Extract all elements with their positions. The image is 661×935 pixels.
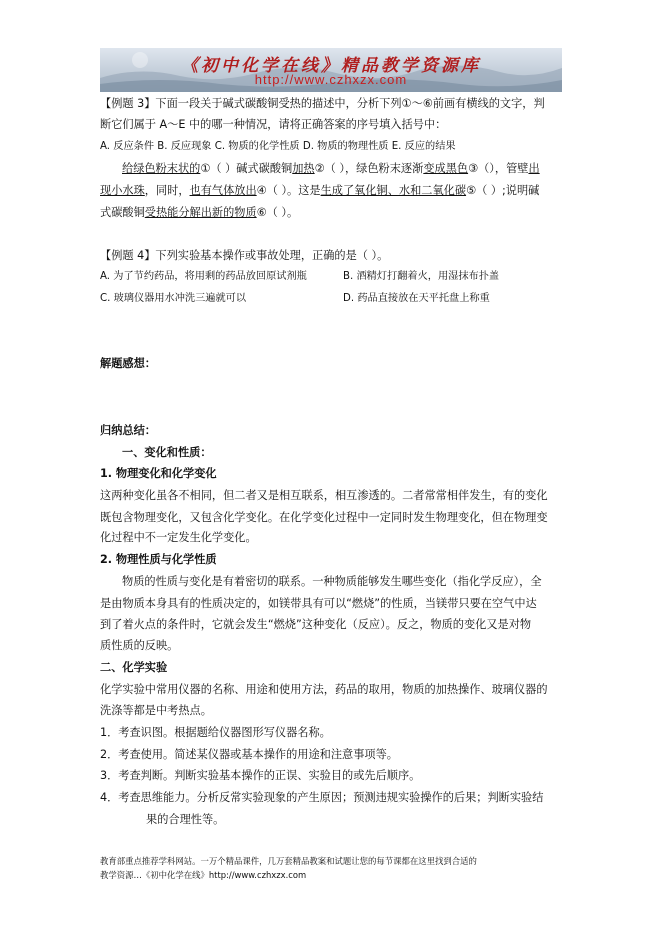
example3-options: A. 反应条件 B. 反应现象 C. 物质的化学性质 D. 物质的物理性质 E. 反应的结果 — [100, 141, 456, 152]
text-segment: 式碳酸铜 — [100, 206, 145, 219]
paragraph-line: 化过程中不一定发生化学变化。 — [100, 531, 257, 544]
list-item: 3．考查判断。判断实验基本操作的正误、实验目的或先后顺序。 — [100, 769, 421, 782]
list-item: 1．考查识图。根据题给仪器图形写仪器名称。 — [100, 726, 331, 739]
footer-line2: 教学资源…《初中化学在线》http://www.czhxzx.com — [100, 870, 307, 880]
underlined-text: 出 — [528, 162, 540, 175]
paragraph-line: 到了着火点的条件时，它就会发生“燃烧”这种变化（反应）。反之，物质的变化又是对物 — [100, 618, 532, 631]
example4-option-c: C. 玻璃仪器用水冲洗三遍就可以 — [100, 293, 247, 304]
underlined-text: 也有气体放出 — [189, 184, 257, 197]
section2-heading: 二、化学实验 — [100, 661, 168, 674]
paragraph-line: 这两种变化虽各不相同，但二者又是相互联系，相互渗透的。二者常常相伴发生，有的变化 — [100, 489, 548, 502]
underlined-text: 加热 — [292, 162, 315, 175]
summary-heading: 归纳总结： — [100, 424, 156, 437]
underlined-text: 给绿色粉末状的 — [122, 162, 201, 175]
footer-line1: 教育部重点推荐学科网站。一万个精品课件，几万套精品教案和试题让您的每节课都在这里找到合适的 — [100, 856, 477, 866]
underlined-text: 生成了氧化铜、水和二氧化碳 — [320, 184, 467, 197]
subsection1-heading: 1. 物理变化和化学变化 — [100, 467, 217, 480]
text-segment: ⑤（ ）;说明碱 — [466, 184, 540, 197]
paragraph-line: 物质的性质与变化是有着密切的联系。一种物质能够发生哪些变化（指化学反应），全 — [122, 575, 542, 588]
paragraph-line: 既包含物理变化，又包含化学变化。在化学变化过程中一定同时发生物理变化，但在物理变 — [100, 511, 548, 524]
list-item-continuation: 果的合理性等。 — [146, 813, 225, 826]
paragraph-line: 化学实验中常用仪器的名称、用途和使用方法，药品的取用，物质的加热操作、玻璃仪器的 — [100, 683, 548, 696]
underlined-text: 受热能分解出新的物质 — [144, 206, 257, 219]
banner-url: http://www.czhxzx.com — [254, 72, 408, 87]
underlined-text: 现小水珠 — [100, 184, 145, 197]
section1-heading: 一、变化和性质： — [122, 446, 212, 459]
example4-option-d: D. 药品直接放在天平托盘上称重 — [343, 293, 490, 304]
example4-option-a: A. 为了节约药品，将用剩的药品放回原试剂瓶 — [100, 271, 307, 282]
paragraph-line: 是由物质本身具有的性质决定的，如镁带具有可以“燃烧”的性质，当镁带只要在空气中达 — [100, 597, 537, 610]
paragraph-line: 洗涤等都是中考热点。 — [100, 704, 212, 717]
header-banner — [100, 48, 562, 92]
underlined-text: 变成黑色 — [423, 162, 469, 175]
example3-sentence1 — [122, 162, 540, 176]
text-segment: ⑥（ ）。 — [256, 206, 299, 219]
text-segment: ③（），管壁 — [468, 162, 529, 175]
paragraph-line: 质性质的反映。 — [100, 639, 179, 652]
example4-option-b: B. 酒精灯打翻着火，用湿抹布扑盖 — [343, 271, 500, 282]
thinking-heading: 解题感想： — [100, 357, 156, 370]
text-segment: ②（ ），绿色粉末逐渐 — [314, 162, 424, 175]
example3-line2: 断它们属于 A～E 中的哪一种情况，请将正确答案的序号填入括号中： — [100, 118, 447, 131]
example3-sentence2 — [100, 184, 539, 198]
example3-sentence3 — [100, 206, 298, 220]
list-item: 2．考查使用。简述某仪器或基本操作的用途和注意事项等。 — [100, 748, 398, 761]
example4-question: 【例题 4】下列实验基本操作或事故处理，正确的是（ ）。 — [100, 249, 389, 262]
banner-title: 《初中化学在线》精品教学资源库 — [181, 56, 481, 76]
text-segment: ，同时， — [144, 184, 190, 197]
text-segment: ①（ ）碱式碳酸铜 — [200, 162, 293, 175]
example3-line1: 【例题 3】下面一段关于碱式碳酸铜受热的描述中，分析下列①～⑥前画有横线的文字，判 — [100, 97, 545, 110]
list-item: 4．考查思维能力。分析反常实验现象的产生原因；预测违规实验操作的后果；判断实验结 — [100, 791, 544, 804]
text-segment: ④（ ）。这是 — [256, 184, 321, 197]
subsection2-heading: 2. 物理性质与化学性质 — [100, 553, 217, 566]
